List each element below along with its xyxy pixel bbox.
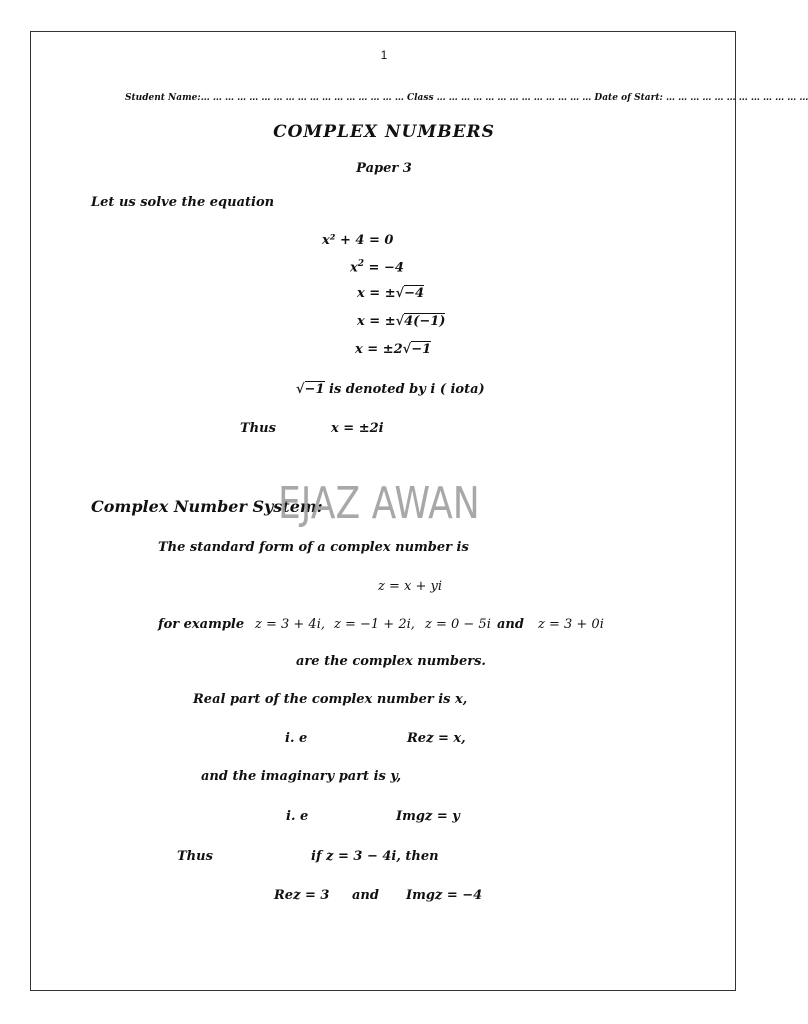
rez-equation: Rez = x, <box>407 731 466 746</box>
equation-3-pre: x = ±√ <box>357 286 405 301</box>
equation-1 <box>322 233 393 248</box>
equation-2-rhs: = −4 <box>364 260 404 276</box>
examples-line <box>158 617 244 632</box>
thus-value: x = ±2i <box>331 421 384 436</box>
and-label: and <box>352 888 379 903</box>
date-label: Date of Start <box>594 93 660 103</box>
header-fields <box>125 93 808 103</box>
standard-form-equation: z = x + yi <box>378 579 442 594</box>
ie-label-2: i. e <box>286 809 309 824</box>
equation-2-lhs: x <box>350 260 358 276</box>
watermark: EJAZ AWAN <box>278 478 480 529</box>
page-title: COMPLEX NUMBERS <box>273 122 495 142</box>
real-part-text: Real part of the complex number is x, <box>193 692 468 707</box>
class-dots: … … … … … … … … … … … … … <box>436 93 592 103</box>
iota-text: is denoted by i ( iota) <box>324 382 485 397</box>
page-subtitle: Paper 3 <box>356 161 412 176</box>
ie-label-1: i. e <box>285 731 308 746</box>
equation-1-text: x² + 4 = 0 <box>322 233 394 248</box>
equation-4 <box>357 314 445 329</box>
iota-definition: √−1 is denoted by i ( iota) <box>296 382 485 397</box>
student-name-label: Student Name: <box>125 93 201 103</box>
thus-label: Thus <box>240 421 276 436</box>
equation-3 <box>357 286 424 301</box>
section-heading: Complex Number System: <box>91 497 323 516</box>
imaginary-part-text: and the imaginary part is y, <box>201 769 402 784</box>
rez-3: Rez = 3 <box>274 888 330 903</box>
intro-text: Let us solve the equation <box>91 195 275 210</box>
date-dots: : … … … … … … … … … … … … <box>659 93 808 103</box>
equation-3-radicand: −4 <box>404 286 425 301</box>
equation-5-radicand: −1 <box>411 342 432 357</box>
thus-label-2: Thus <box>177 849 213 864</box>
if-statement: if z = 3 − 4i, then <box>311 849 439 864</box>
imgz-neg4: Imgz = −4 <box>406 888 483 903</box>
imgz-equation: Imgz = y <box>396 809 460 824</box>
standard-form-text: The standard form of a complex number is <box>158 540 469 555</box>
example-and: and <box>497 617 524 632</box>
example-4: z = 3 + 0i <box>538 617 604 632</box>
example-1: z = 3 + 4i, <box>255 617 325 632</box>
iota-radicand: −1 <box>304 382 325 397</box>
example-label: for example <box>158 617 245 632</box>
equation-2 <box>350 259 404 275</box>
class-label: Class <box>406 93 434 103</box>
equation-5 <box>355 342 431 357</box>
equation-2-sup: 2 <box>357 259 365 269</box>
equation-4-pre: x = ±√ <box>357 314 405 329</box>
equation-4-radicand: 4(−1) <box>404 314 446 329</box>
example-3: z = 0 − 5i <box>425 617 491 632</box>
example-2: z = −1 + 2i, <box>334 617 415 632</box>
equation-5-pre: x = ±2√ <box>355 342 412 357</box>
are-complex-text: are the complex numbers. <box>296 654 486 669</box>
page-number: 1 <box>380 48 388 62</box>
student-name-dots: … … … … … … … … … … … … … … … … … <box>200 93 404 103</box>
